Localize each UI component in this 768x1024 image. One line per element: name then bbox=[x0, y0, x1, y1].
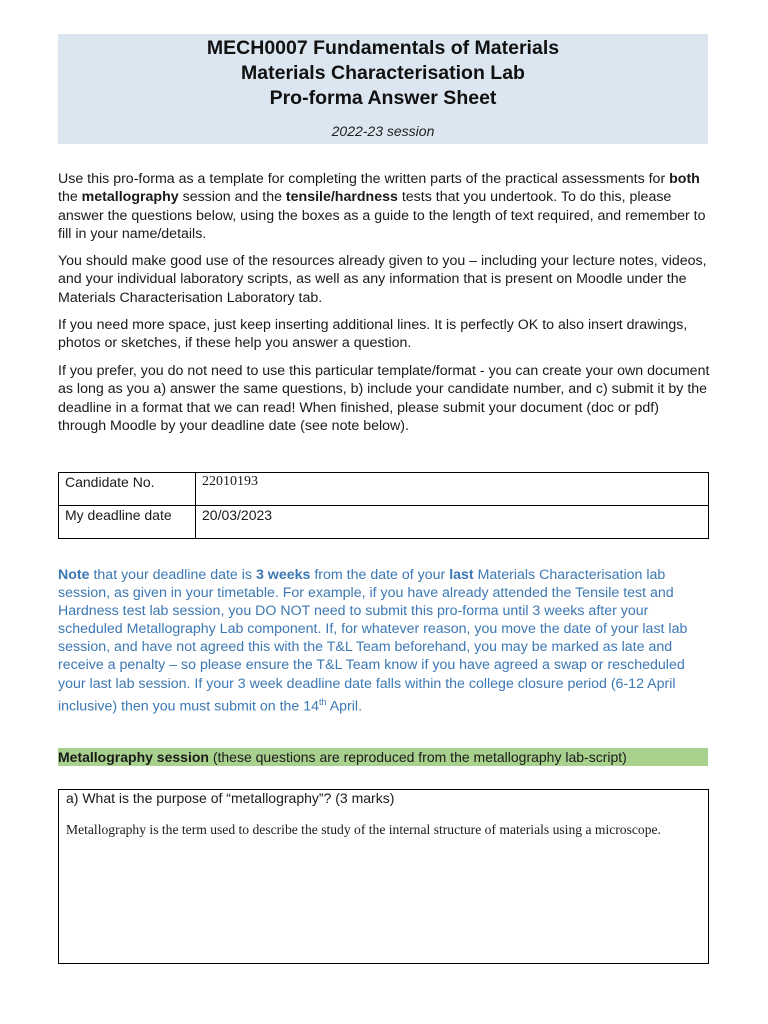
deadline-label: My deadline date bbox=[59, 506, 196, 539]
section-heading bbox=[58, 748, 708, 766]
intro-paragraph-2: You should make good use of the resources already given to you – including your lecture notes, videos, and your individual laboratory scripts, as well as any information that is present on Moodle under the Materials Characterisation Laboratory tab. bbox=[58, 253, 707, 306]
details-table bbox=[58, 472, 709, 539]
intro-paragraph-1: Use this pro-forma as a template for completing the written parts of the practical assessments for both the metallography session and the tensile/hardness tests that you undertook. To do this, please answer the questions below, using the boxes as a guide to the length of text required, and remember to fill in your name/details. bbox=[58, 171, 706, 242]
intro-paragraph-3: If you need more space, just keep inserting additional lines. It is perfectly OK to also insert drawings, photos or sketches, if these help you answer a question. bbox=[58, 317, 688, 352]
answer-a[interactable]: Metallography is the term used to describe the study of the internal structure of materials using a microscope. bbox=[66, 822, 661, 837]
question-a: a) What is the purpose of “metallography”? (3 marks) bbox=[66, 790, 395, 806]
lab-title: Materials Characterisation Lab bbox=[241, 62, 525, 84]
deadline-value[interactable]: 20/03/2023 bbox=[196, 506, 709, 539]
sheet-title: Pro-forma Answer Sheet bbox=[269, 87, 497, 109]
deadline-note: Note that your deadline date is 3 weeks from the date of your last Materials Characterisation lab session, as given in your timetable. For example, if you have already attended the Tensile test and Hardness test lab session, you DO NOT need to submit this pro-forma until 3 weeks after your scheduled Metallography Lab component. If, for whatever reason, you move the date of your last lab session, and have not agreed this with the T&L Team beforehand, you may be marked as late and receive a penalty – so please ensure the T&L Team know if you have agreed a swap or rescheduled your last lab session. If your 3 week deadline date falls within the college closure period (6-12 April inclusive) then you must submit on the 14th April. bbox=[58, 567, 688, 715]
session-label: 2022-23 session bbox=[331, 123, 435, 139]
header-box bbox=[58, 34, 708, 144]
section-title: Metallography session bbox=[58, 749, 209, 765]
candidate-value[interactable]: 22010193 bbox=[196, 473, 709, 506]
deadline-row bbox=[59, 506, 709, 539]
course-title: MECH0007 Fundamentals of Materials bbox=[206, 37, 560, 59]
candidate-label: Candidate No. bbox=[59, 473, 196, 506]
intro-paragraph-4: If you prefer, you do not need to use this particular template/format - you can create your own document as long as you a) answer the same questions, b) include your candidate number, and c) submit it by the deadline in a format that we can read! When finished, please submit your document (doc or pdf) through Moodle by your deadline date (see note below). bbox=[58, 363, 710, 434]
section-subtitle: (these questions are reproduced from the metallography lab-script) bbox=[208, 749, 627, 765]
answer-box-a[interactable] bbox=[58, 789, 709, 964]
candidate-row bbox=[59, 473, 709, 506]
